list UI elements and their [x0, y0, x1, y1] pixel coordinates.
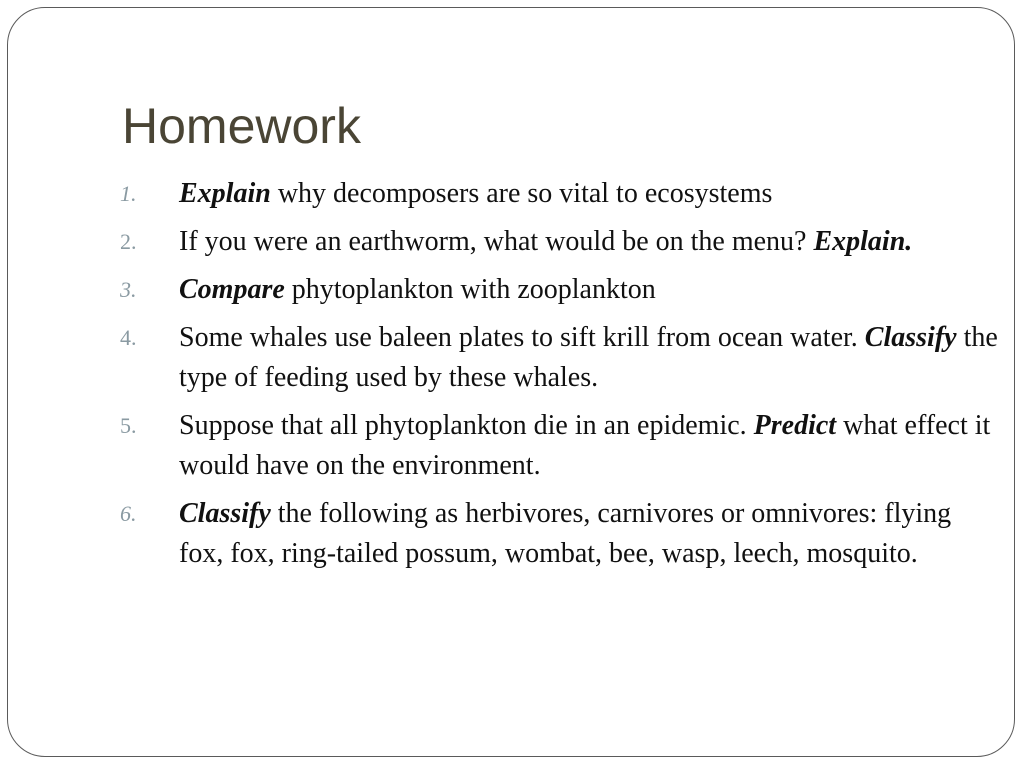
keyword-classify: Classify [864, 322, 957, 353]
item-text: what effect it would have on the environment. [179, 410, 991, 481]
item-text: phytoplankton with zooplankton [284, 274, 656, 305]
item-number: 5. [120, 413, 137, 438]
item-number: 4. [120, 325, 137, 350]
item-text: If you were an earthworm, what would be on the menu? [179, 226, 814, 257]
item-text: why decomposers are so vital to ecosystems [270, 178, 773, 209]
keyword-compare: Compare [179, 274, 285, 305]
item-text: Some whales use baleen plates to sift krill from ocean water. [179, 322, 865, 353]
homework-list [120, 174, 1000, 582]
keyword-explain: Explain. [813, 226, 913, 257]
item-text: the type of feeding used by these whales. [179, 322, 998, 393]
keyword-predict: Predict [753, 410, 837, 441]
keyword-classify: Classify [179, 498, 271, 529]
list-item [120, 318, 1000, 398]
item-number: 1. [120, 181, 137, 206]
list-item [120, 494, 1000, 574]
item-text: Suppose that all phytoplankton die in an epidemic. [179, 410, 754, 441]
list-item [120, 222, 1000, 262]
list-item [120, 174, 1000, 214]
slide-frame [7, 7, 1015, 757]
list-item [120, 270, 1000, 310]
list-item [120, 406, 1000, 486]
item-number: 6. [120, 501, 137, 526]
item-number: 3. [120, 277, 137, 302]
slide-title: Homework [122, 98, 361, 154]
item-number: 2. [120, 229, 137, 254]
keyword-explain: Explain [179, 178, 271, 209]
item-text: the following as herbivores, carnivores or omnivores: flying fox, fox, ring-tailed possum, wombat, bee, wasp, leech, mosquito. [179, 498, 952, 569]
